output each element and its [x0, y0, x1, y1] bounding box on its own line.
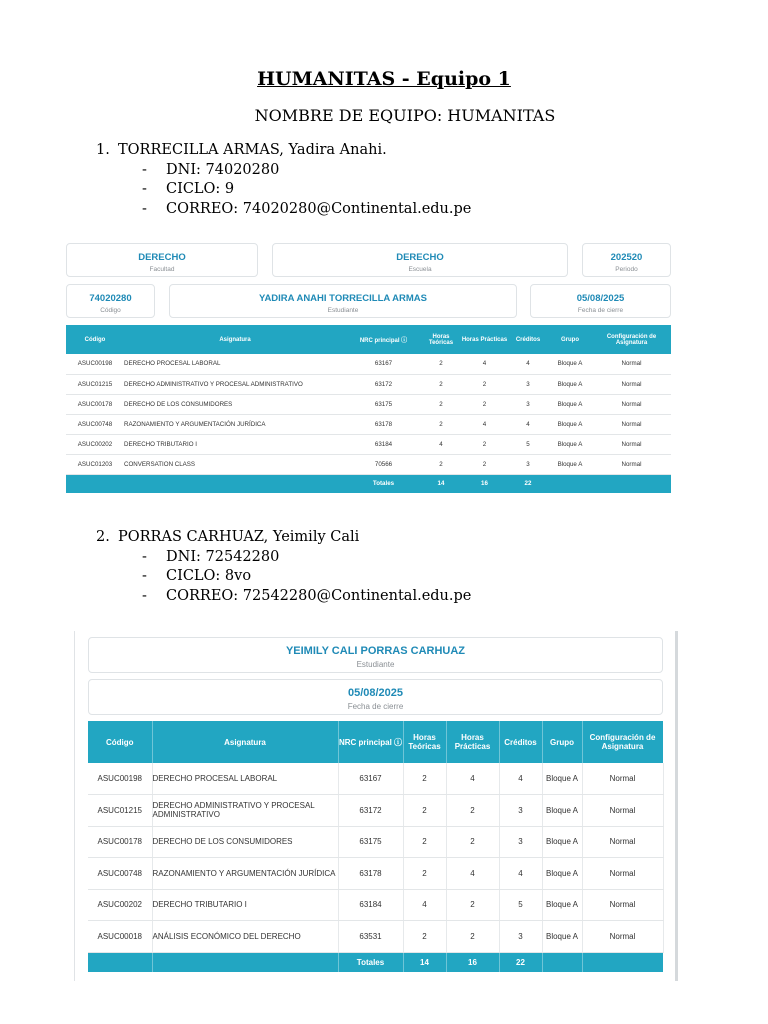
team-name: NOMBRE DE EQUIPO: HUMANITAS — [254, 106, 556, 125]
ciclo-text: CICLO: 9 — [166, 181, 235, 197]
cell-hp: 2 — [461, 374, 508, 394]
totals-label: Totales — [346, 474, 421, 493]
student-name-label: Estudiante — [356, 660, 395, 669]
totals-empty — [152, 952, 338, 972]
member-2 — [96, 528, 471, 606]
courses-table — [88, 721, 664, 972]
student-name-value: YADIRA ANAHI TORRECILLA ARMAS — [258, 293, 427, 304]
cell-codigo: ASUC00018 — [88, 921, 152, 953]
cell-config: Normal — [582, 889, 663, 921]
cell-nrc: 63531 — [338, 921, 403, 953]
col-grupo: Grupo — [542, 721, 582, 763]
cell-creditos: 3 — [499, 826, 542, 858]
cell-hp: 4 — [446, 763, 499, 795]
cell-hp: 2 — [446, 795, 499, 827]
member-name: PORRAS CARHUAZ, Yeimily Cali — [118, 529, 360, 545]
member-ciclo — [142, 567, 471, 587]
cell-creditos: 3 — [508, 394, 548, 414]
member-dni — [142, 161, 471, 181]
cell-config: Normal — [592, 394, 671, 414]
cell-asignatura: RAZONAMIENTO Y ARGUMENTACIÓN JURÍDICA — [124, 414, 346, 434]
closing-date-card — [88, 679, 663, 715]
correo-text: CORREO: 74020280@Continental.edu.pe — [166, 200, 472, 217]
school-label: Escuela — [408, 266, 432, 273]
table-row — [88, 858, 663, 890]
cell-nrc: 70566 — [346, 454, 421, 474]
bullet: - — [142, 200, 147, 217]
cell-ht: 2 — [421, 394, 461, 414]
totals-empty — [124, 474, 346, 493]
cell-ht: 2 — [403, 826, 446, 858]
cell-codigo: ASUC00198 — [88, 763, 152, 795]
faculty-label: Facultad — [149, 266, 175, 273]
cell-grupo: Bloque A — [542, 826, 582, 858]
cell-codigo: ASUC00202 — [66, 434, 124, 454]
table-row — [66, 374, 671, 394]
cell-asignatura: CONVERSATION CLASS — [124, 454, 346, 474]
ciclo-text: CICLO: 8vo — [166, 568, 252, 584]
cell-grupo: Bloque A — [542, 858, 582, 890]
cell-config: Normal — [592, 374, 671, 394]
table-row — [66, 434, 671, 454]
cell-grupo: Bloque A — [542, 795, 582, 827]
cell-nrc: 63178 — [346, 414, 421, 434]
cell-creditos: 3 — [508, 454, 548, 474]
member-1 — [96, 141, 471, 219]
student-name-card — [169, 284, 517, 318]
cell-hp: 2 — [461, 394, 508, 414]
period-card — [582, 243, 671, 277]
col-asignatura: Asignatura — [152, 721, 338, 763]
cell-creditos: 3 — [499, 795, 542, 827]
cell-ht: 2 — [421, 354, 461, 374]
cell-config: Normal — [582, 921, 663, 953]
cell-asignatura: DERECHO ADMINISTRATIVO Y PROCESAL ADMINISTRATIVO — [152, 795, 338, 827]
cell-hp: 2 — [446, 889, 499, 921]
cell-codigo: ASUC00178 — [66, 394, 124, 414]
col-nrc: NRC principal ⓘ — [346, 325, 421, 354]
cell-creditos: 3 — [499, 921, 542, 953]
cell-asignatura: RAZONAMIENTO Y ARGUMENTACIÓN JURÍDICA — [152, 858, 338, 890]
cell-hp: 4 — [461, 414, 508, 434]
cell-creditos: 4 — [499, 858, 542, 890]
cell-config: Normal — [592, 434, 671, 454]
table-row — [66, 414, 671, 434]
cell-nrc: 63184 — [338, 889, 403, 921]
cell-config: Normal — [582, 826, 663, 858]
col-horas-practicas: Horas Prácticas — [461, 325, 508, 354]
table-row — [66, 354, 671, 374]
col-creditos: Créditos — [499, 721, 542, 763]
cell-grupo: Bloque A — [542, 763, 582, 795]
enrollment-screenshot-1 — [64, 240, 672, 496]
cell-ht: 2 — [421, 374, 461, 394]
cell-codigo: ASUC00748 — [88, 858, 152, 890]
totals-empty — [88, 952, 152, 972]
table-row — [88, 889, 663, 921]
cell-config: Normal — [582, 763, 663, 795]
cell-grupo: Bloque A — [548, 354, 592, 374]
cell-hp: 2 — [446, 826, 499, 858]
dni-text: DNI: 72542280 — [166, 548, 280, 565]
student-code-card — [66, 284, 155, 318]
courses-table — [66, 325, 671, 493]
col-asignatura: Asignatura — [124, 325, 346, 354]
bullet: - — [142, 161, 147, 178]
table-row — [88, 795, 663, 827]
cell-codigo: ASUC00202 — [88, 889, 152, 921]
totals-row — [66, 474, 671, 493]
cell-grupo: Bloque A — [542, 921, 582, 953]
cell-hp: 2 — [461, 454, 508, 474]
member-number: 1. — [96, 142, 110, 158]
member-ciclo — [142, 180, 471, 200]
cell-creditos: 4 — [508, 414, 548, 434]
col-horas-teoricas: Horas Teóricas — [421, 325, 461, 354]
totals-practicas: 16 — [461, 474, 508, 493]
closing-date-label: Fecha de cierre — [347, 702, 404, 711]
member-number: 2. — [96, 529, 110, 545]
cell-hp: 4 — [446, 858, 499, 890]
col-nrc: NRC principal ⓘ — [338, 721, 403, 763]
faculty-card — [66, 243, 258, 277]
table-row — [88, 763, 663, 795]
table-header-row — [66, 325, 671, 354]
cell-ht: 2 — [403, 921, 446, 953]
cell-asignatura: DERECHO TRIBUTARIO I — [124, 434, 346, 454]
cell-ht: 2 — [403, 858, 446, 890]
cell-hp: 4 — [461, 354, 508, 374]
table-row — [66, 394, 671, 414]
cell-config: Normal — [592, 414, 671, 434]
cell-asignatura: DERECHO PROCESAL LABORAL — [152, 763, 338, 795]
cell-ht: 4 — [421, 434, 461, 454]
cell-nrc: 63167 — [338, 763, 403, 795]
bullet: - — [142, 548, 147, 565]
member-name: TORRECILLA ARMAS, Yadira Anahi. — [118, 142, 387, 158]
cell-codigo: ASUC01215 — [88, 795, 152, 827]
student-name-value: YEIMILY CALI PORRAS CARHUAZ — [285, 645, 466, 657]
closing-date-card — [530, 284, 671, 318]
document-title: HUMANITAS - Equipo 1 — [257, 68, 511, 90]
cell-ht: 4 — [403, 889, 446, 921]
cell-hp: 2 — [446, 921, 499, 953]
period-label: Periodo — [615, 266, 638, 273]
member-dni — [142, 548, 471, 568]
cell-grupo: Bloque A — [548, 394, 592, 414]
dni-text: DNI: 74020280 — [166, 161, 280, 178]
cell-asignatura: ANÁLISIS ECONÓMICO DEL DERECHO — [152, 921, 338, 953]
table-row — [88, 921, 663, 953]
cell-codigo: ASUC01215 — [66, 374, 124, 394]
cell-config: Normal — [582, 795, 663, 827]
cell-nrc: 63175 — [346, 394, 421, 414]
student-code-label: Código — [100, 307, 121, 314]
cell-nrc: 63184 — [346, 434, 421, 454]
cell-ht: 2 — [421, 454, 461, 474]
school-card — [272, 243, 568, 277]
cell-asignatura: DERECHO DE LOS CONSUMIDORES — [152, 826, 338, 858]
cell-asignatura: DERECHO TRIBUTARIO I — [152, 889, 338, 921]
cell-ht: 2 — [421, 414, 461, 434]
member-correo — [142, 200, 471, 220]
col-codigo: Código — [88, 721, 152, 763]
bullet: - — [142, 181, 147, 197]
cell-grupo: Bloque A — [542, 889, 582, 921]
totals-teoricas: 14 — [403, 952, 446, 972]
cell-creditos: 4 — [499, 763, 542, 795]
closing-date-value: 05/08/2025 — [576, 293, 625, 304]
period-value: 202520 — [610, 252, 643, 263]
closing-date-label: Fecha de cierre — [577, 307, 624, 314]
col-config: Configuración de Asignatura — [582, 721, 663, 763]
cell-asignatura: DERECHO ADMINISTRATIVO Y PROCESAL ADMINISTRATIVO — [124, 374, 346, 394]
col-horas-practicas: Horas Prácticas — [446, 721, 499, 763]
student-name-card — [88, 637, 663, 673]
cell-config: Normal — [592, 354, 671, 374]
cell-codigo: ASUC00748 — [66, 414, 124, 434]
cell-ht: 2 — [403, 763, 446, 795]
faculty-value: DERECHO — [138, 252, 186, 263]
totals-row — [88, 952, 663, 972]
col-horas-teoricas: Horas Teóricas — [403, 721, 446, 763]
member-correo — [142, 587, 471, 607]
closing-date-value: 05/08/2025 — [347, 687, 404, 699]
cell-codigo: ASUC00198 — [66, 354, 124, 374]
totals-creditos: 22 — [508, 474, 548, 493]
table-row — [88, 826, 663, 858]
cell-nrc: 63172 — [346, 374, 421, 394]
bullet: - — [142, 568, 147, 584]
totals-empty — [582, 952, 663, 972]
cell-creditos: 3 — [508, 374, 548, 394]
cell-grupo: Bloque A — [548, 434, 592, 454]
totals-label: Totales — [338, 952, 403, 972]
totals-empty — [592, 474, 671, 493]
col-grupo: Grupo — [548, 325, 592, 354]
cell-grupo: Bloque A — [548, 414, 592, 434]
cell-codigo: ASUC00178 — [88, 826, 152, 858]
totals-empty — [66, 474, 124, 493]
student-name-label: Estudiante — [327, 307, 359, 314]
cell-ht: 2 — [403, 795, 446, 827]
school-value: DERECHO — [396, 252, 444, 263]
col-codigo: Código — [66, 325, 124, 354]
enrollment-screenshot-2 — [74, 631, 678, 981]
cell-creditos: 5 — [508, 434, 548, 454]
totals-creditos: 22 — [499, 952, 542, 972]
totals-empty — [548, 474, 592, 493]
cell-grupo: Bloque A — [548, 454, 592, 474]
cell-config: Normal — [592, 454, 671, 474]
totals-practicas: 16 — [446, 952, 499, 972]
cell-hp: 2 — [461, 434, 508, 454]
table-row — [66, 454, 671, 474]
table-header-row — [88, 721, 663, 763]
cell-nrc: 63167 — [346, 354, 421, 374]
totals-empty — [542, 952, 582, 972]
cell-asignatura: DERECHO DE LOS CONSUMIDORES — [124, 394, 346, 414]
cell-config: Normal — [582, 858, 663, 890]
cell-asignatura: DERECHO PROCESAL LABORAL — [124, 354, 346, 374]
correo-text: CORREO: 72542280@Continental.edu.pe — [166, 587, 472, 604]
cell-nrc: 63175 — [338, 826, 403, 858]
cell-creditos: 4 — [508, 354, 548, 374]
cell-codigo: ASUC01203 — [66, 454, 124, 474]
col-creditos: Créditos — [508, 325, 548, 354]
cell-nrc: 63178 — [338, 858, 403, 890]
bullet: - — [142, 587, 147, 604]
cell-nrc: 63172 — [338, 795, 403, 827]
cell-grupo: Bloque A — [548, 374, 592, 394]
col-config: Configuración de Asignatura — [592, 325, 671, 354]
student-code-value: 74020280 — [89, 293, 132, 304]
totals-teoricas: 14 — [421, 474, 461, 493]
cell-creditos: 5 — [499, 889, 542, 921]
